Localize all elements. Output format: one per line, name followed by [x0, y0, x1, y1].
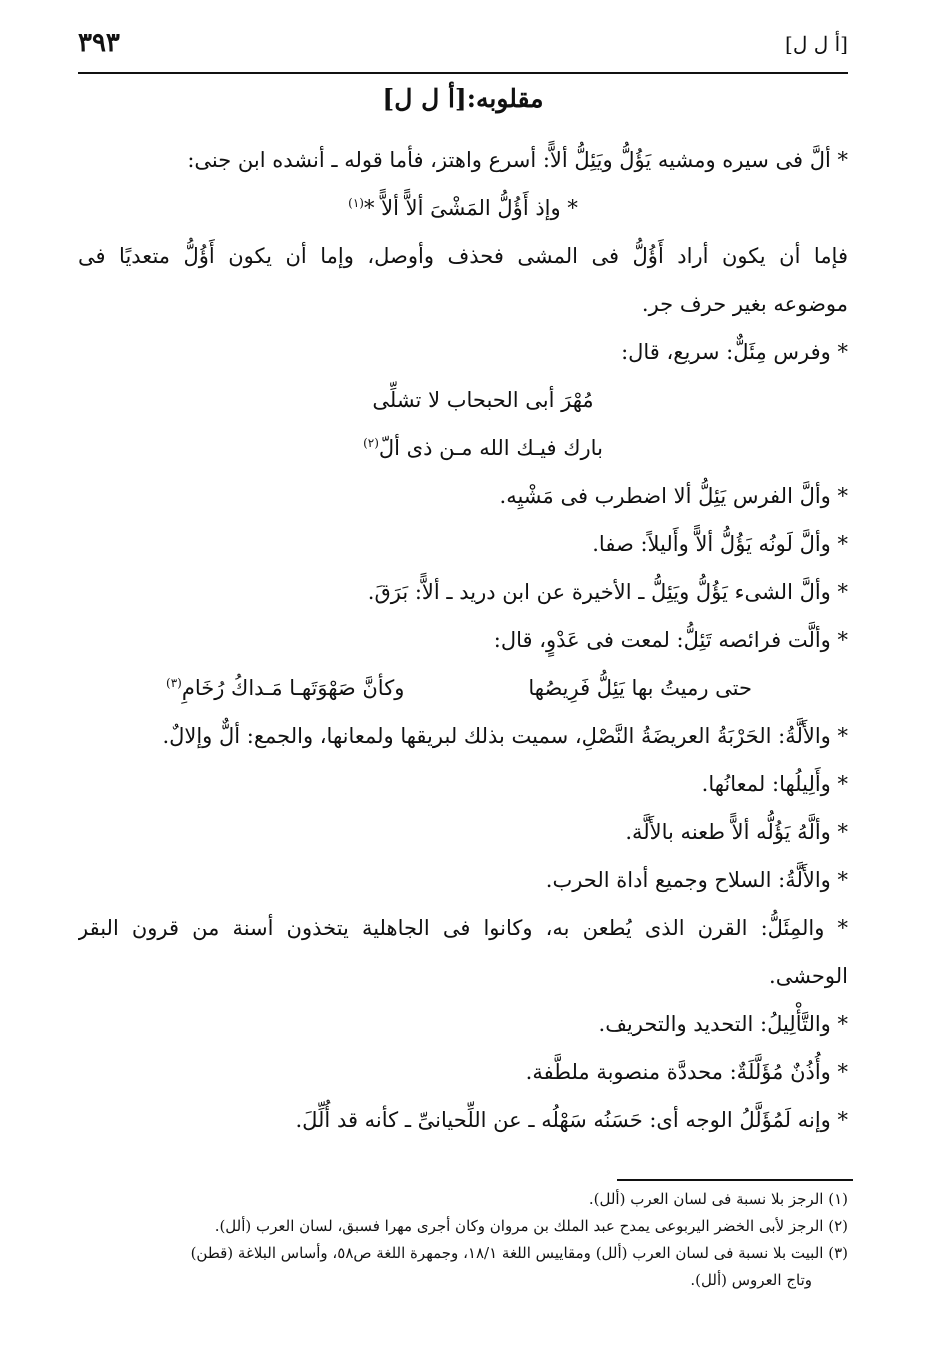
- footnote-ref: (٢): [363, 436, 379, 450]
- entry-line: * والمِئَلُّ: القرن الذى يُطعن به، وكانوا فى الجاهلية يتخذون أسنة من قرون البقر: [78, 916, 848, 940]
- entry-line: فإما أن يكون أراد أَؤُلُّ فى المشى فحذف وأوصل، وإما أن يكون أَؤُلُّ متعديًا فى: [78, 244, 848, 268]
- entry-line: * وألَّ لَونُه يَؤُلُّ ألاًّ وأَليلاً: صفا.: [592, 532, 848, 556]
- footnote-ref: (٣): [166, 676, 182, 690]
- verse-hemistich-first: حتى رميتُ بها يَئِلُّ فَرِيصُها: [528, 676, 752, 700]
- page-header: [78, 28, 848, 68]
- footnote: (٢) الرجز لأبى الخضر اليربوعى يمدح عبد الملك بن مروان وكان أجرى مهرا فسبق، لسان العرب (ألل).: [214, 1217, 848, 1235]
- entry-line: * وألَّهُ يَؤُلُّه ألاًّ طعنه بالأَلَّة.: [625, 820, 848, 844]
- verse-text: وكأنَّ صَهْوَتَهـا مَـداكُ رُخَامِ: [181, 676, 405, 700]
- section-title: مقلوبه:[أ ل ل]: [382, 84, 544, 113]
- verse-line: [78, 424, 848, 472]
- verse-hemistich-second: [166, 664, 404, 712]
- verse-line: [78, 184, 848, 232]
- entry-line: * وأُذُنٌ مُؤَلَّلَةٌ: محددَّة منصوبة ملطَّفة.: [525, 1060, 848, 1084]
- header-rule: [78, 72, 848, 74]
- page-number: ٣٩٣: [78, 28, 120, 58]
- footnote-ref: (١): [348, 196, 364, 210]
- entry-line: * وألَّ الشىء يَؤُلُّ ويَئِلُّ ـ الأخيرة عن ابن دريد ـ ألاًّ: بَرَقَ.: [367, 580, 848, 604]
- entry-line: الوحشى.: [769, 964, 848, 988]
- entry-line: موضوعه بغير حرف جر.: [641, 292, 848, 316]
- verse-line: مُهْرَ أبى الحبحاب لا تشلِّى: [372, 388, 594, 412]
- entry-line: * والأَلَّةُ: السلاح وجميع أداة الحرب.: [545, 868, 848, 892]
- verse-text: بارك فيـك الله مـن ذى ألّ: [378, 436, 603, 460]
- footnote-continuation: وتاج العروس (ألل).: [690, 1271, 812, 1289]
- entry-line: * والأَلَّةُ: الحَرْبَةُ العريضَةُ النَّصْلِ، سميت بذلك لبريقها ولمعانها، والجمع: ألٌّ وإلالٌ.: [162, 724, 848, 748]
- verse-text: * وإذ أَؤُلُّ المَشْىَ ألاًّ ألاًّ *: [363, 196, 578, 220]
- footnote: (١) الرجز بلا نسبة فى لسان العرب (ألل).: [588, 1190, 848, 1208]
- footnote: (٣) البيت بلا نسبة فى لسان العرب (ألل) ومقاييس اللغة ١٨/١، وجمهرة اللغة ص٥٨، وأساس البلاغة (قطن): [190, 1244, 848, 1262]
- entry-line: * والتَّأْلِيلُ: التحديد والتحريف.: [598, 1012, 848, 1036]
- entry-line: * وفرس مِئَلٌّ: سريع، قال:: [621, 340, 848, 364]
- entry-body: [78, 136, 848, 1144]
- verse-couplet: [78, 664, 848, 712]
- entry-line: * وألَّت فرائصه تَئِلُّ: لمعت فى عَدْوٍ، قال:: [493, 628, 848, 652]
- footnotes: [78, 1186, 848, 1294]
- header-root-letters: [أ ل ل]: [785, 32, 848, 56]
- entry-line: * وألَّ الفرس يَئِلُّ ألا اضطرب فى مَشْيِه.: [499, 484, 848, 508]
- entry-line: * وإنه لَمُؤَلَّلُ الوجه أى: حَسَنُه سَهْلُه ـ عن اللِّحيانىِّ ـ كأنه قد أُلِّلَ.: [295, 1108, 848, 1132]
- entry-line: * ألَّ فى سيره ومشيه يَؤُلُّ ويَئِلُّ ألاًّ: أسرع واهتز، فأما قوله ـ أنشده ابن جنى:: [187, 148, 848, 172]
- entry-line: * وأَلِيلُها: لمعانُها.: [701, 772, 848, 796]
- footnote-rule: [617, 1179, 853, 1181]
